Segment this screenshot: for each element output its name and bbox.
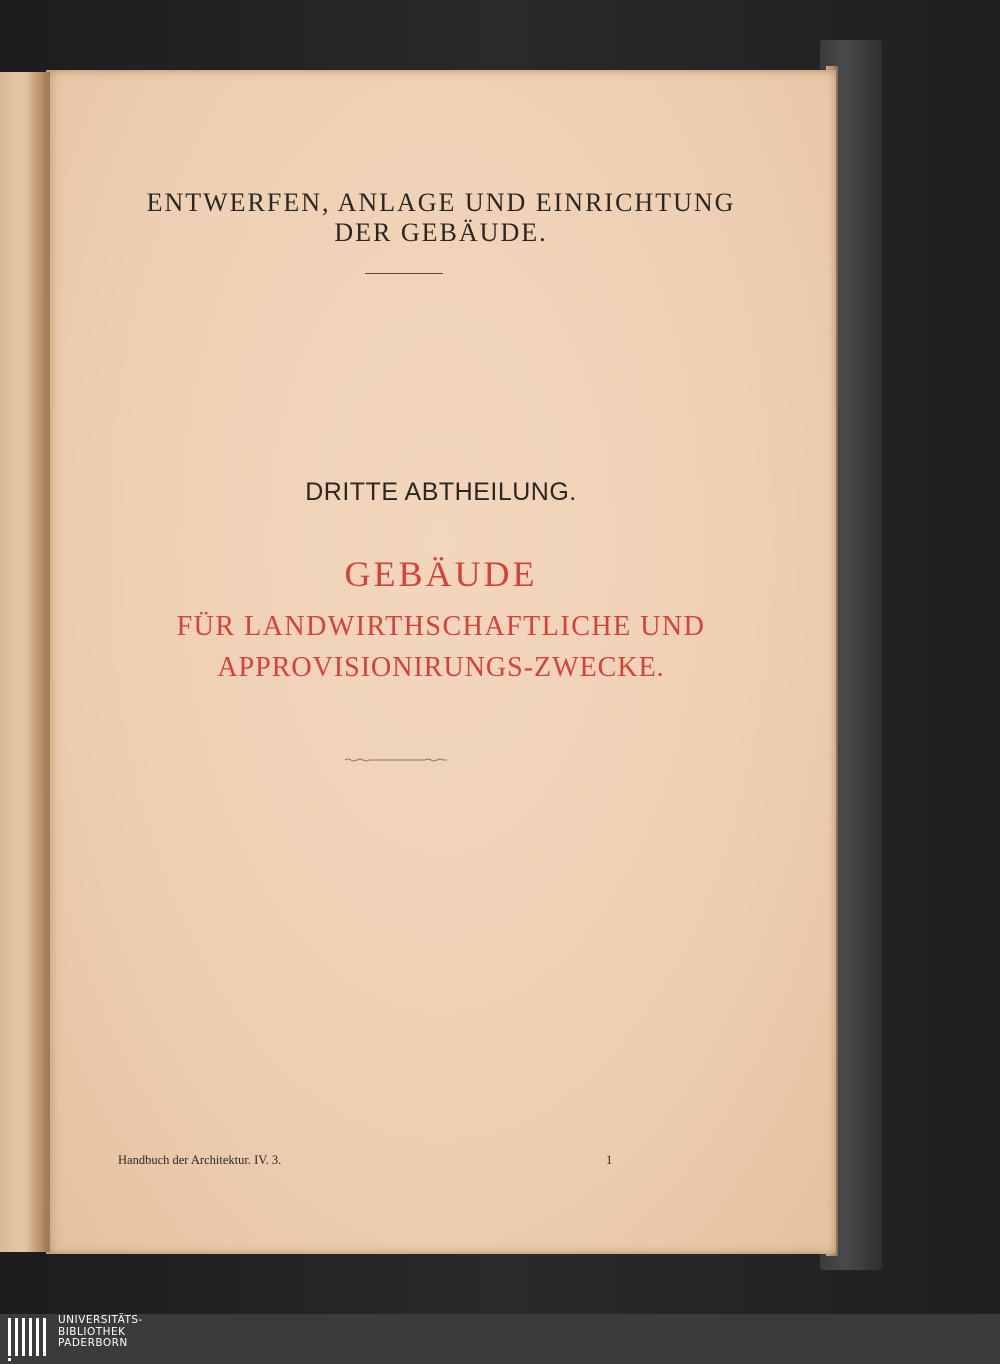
library-footer-bar [0, 1314, 1000, 1364]
library-name [58, 1315, 143, 1350]
footer-signature: Handbuch der Architektur. IV. 3. [118, 1153, 282, 1167]
ornamental-rule [345, 757, 447, 763]
footer-sheet-number: 1 [606, 1153, 613, 1167]
library-name-line2: BIBLIOTHEK [58, 1325, 126, 1338]
division-label: DRITTE ABTHEILUNG. [305, 478, 577, 506]
library-name-line1: UNIVERSITÄTS- [58, 1314, 143, 1326]
series-header-line2: DER GEBÄUDE. [334, 218, 548, 247]
subtitle-line1: FÜR LANDWIRTHSCHAFTLICHE UND [176, 611, 706, 642]
main-title: GEBÄUDE [344, 554, 538, 594]
library-logo-icon [6, 1316, 50, 1362]
header-rule [365, 273, 443, 274]
library-name-line3: PADERBORN [58, 1337, 128, 1349]
series-header [46, 188, 836, 248]
subtitle-line2: APPROVISIONIRUNGS-ZWECKE. [217, 652, 665, 683]
series-header-line1: ENTWERFEN, ANLAGE UND EINRICHTUNG [146, 188, 736, 217]
